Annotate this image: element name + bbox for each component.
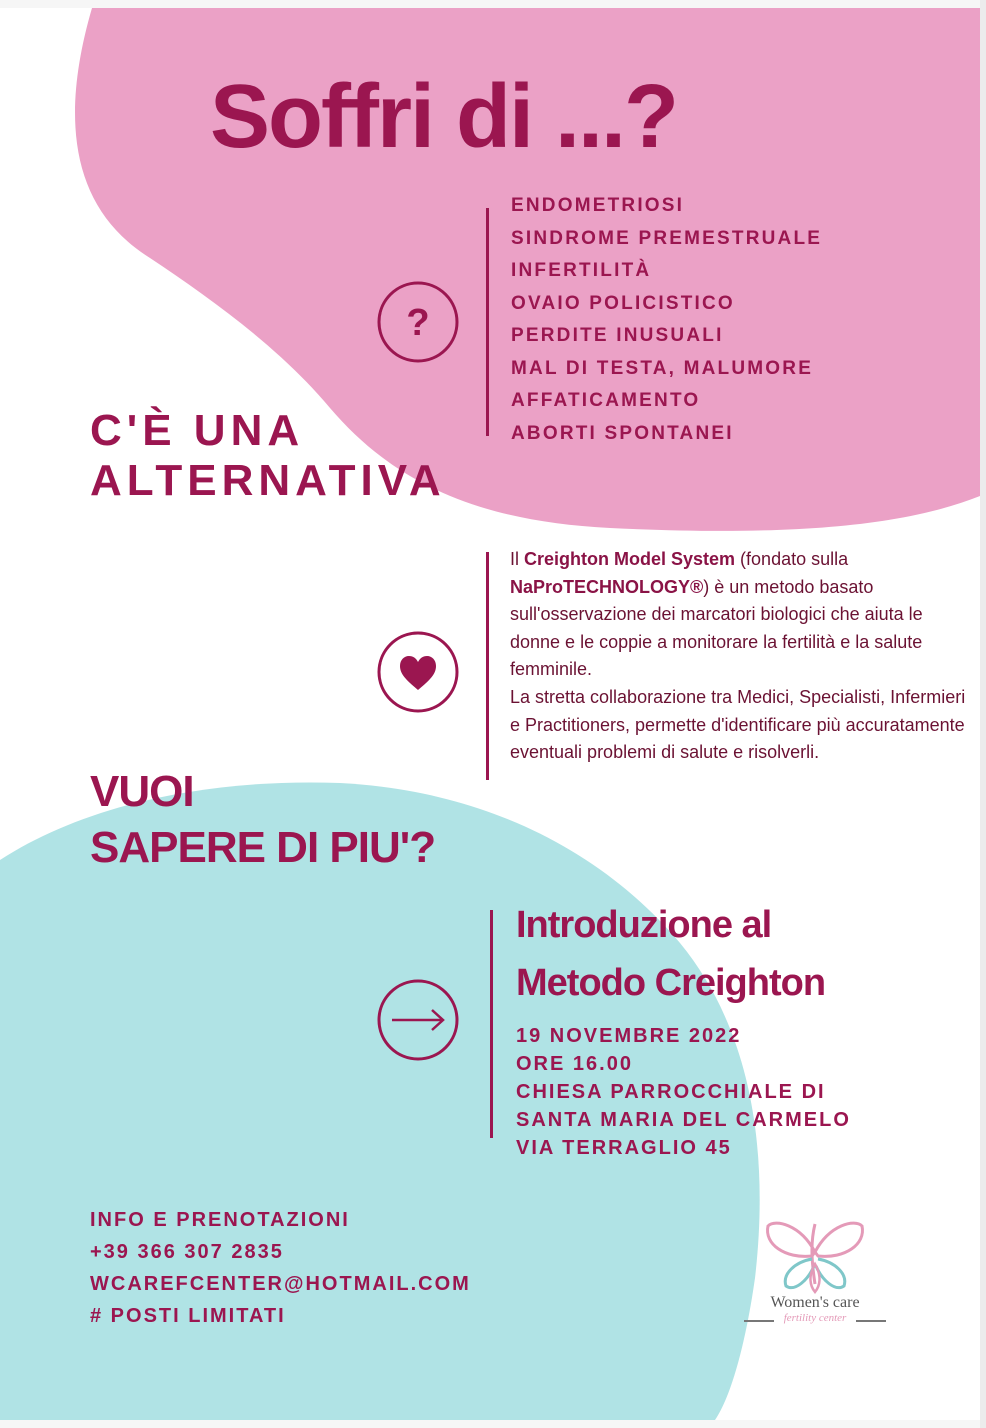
flyer-page: [0, 8, 980, 1420]
page-title: Soffri di ...?: [210, 67, 677, 167]
event-title-line1: Introduzione al: [516, 904, 772, 946]
limited-seats-note: # POSTI LIMITATI: [90, 1305, 286, 1327]
method-description: [510, 546, 970, 767]
symptom-item: SINDROME PREMESTRUALE: [511, 227, 823, 249]
symptoms-divider: [486, 208, 489, 436]
heart-circle-icon: [376, 630, 460, 714]
question-circle-icon: [376, 280, 460, 364]
symptom-item: INFERTILITÀ: [511, 260, 652, 281]
description-rest: ) è un metodo basato sull'osservazione dei marcatori biologici che aiuta le donne e le coppie a monitorare la fertilità e la salute femminile.: [510, 576, 923, 680]
event-date: 19 NOVEMBRE 2022: [516, 1025, 742, 1047]
contact-phone[interactable]: +39 366 307 2835: [90, 1241, 284, 1263]
contact-heading: INFO E PRENOTAZIONI: [90, 1209, 350, 1231]
learn-more-line1: VUOI: [90, 767, 194, 816]
symptom-item: PERDITE INUSUALI: [511, 325, 724, 346]
description-prefix: Il: [510, 549, 525, 569]
symptom-list: [511, 190, 822, 450]
event-time: ORE 16.00: [516, 1053, 633, 1075]
alternative-heading: [90, 406, 446, 506]
naprotechnology: NaProTECHNOLOGY®: [510, 576, 704, 597]
creighton-model-system: Creighton Model System: [524, 549, 736, 569]
description-divider: [486, 552, 489, 780]
event-title: [516, 896, 825, 1012]
event-divider: [490, 910, 493, 1138]
event-venue-line1: CHIESA PARROCCHIALE DI: [516, 1081, 826, 1103]
alternative-heading-line1: C'È UNA: [90, 406, 305, 455]
page-edge-shadow: [980, 0, 986, 1428]
arrow-right-circle-icon: [376, 978, 460, 1062]
symptom-item: ENDOMETRIOSI: [511, 195, 685, 216]
contact-email[interactable]: WCAREFCENTER@HOTMAIL.COM: [90, 1273, 471, 1295]
event-address: VIA TERRAGLIO 45: [516, 1137, 732, 1159]
symptom-item: AFFATICAMENTO: [511, 390, 701, 411]
description-mid: (fondato sulla: [735, 549, 849, 569]
alternative-heading-line2: ALTERNATIVA: [90, 456, 446, 505]
event-details: [516, 1022, 851, 1162]
contact-info: [90, 1204, 471, 1332]
question-mark: ?: [406, 302, 430, 344]
learn-more-heading: [90, 764, 435, 876]
event-venue-line2: SANTA MARIA DEL CARMELO: [516, 1109, 851, 1131]
description-paragraph-1: [510, 546, 970, 684]
event-title-line2: Metodo Creighton: [516, 962, 826, 1004]
symptom-item: ABORTI SPONTANEI: [511, 422, 734, 444]
symptom-item: MAL DI TESTA, MALUMORE: [511, 357, 814, 379]
logo-name: Women's care: [770, 1294, 860, 1311]
learn-more-line2: SAPERE DI PIU'?: [90, 823, 436, 872]
logo-tagline: fertility center: [783, 1312, 847, 1324]
description-paragraph-2: La stretta collaborazione tra Medici, Specialisti, Infermieri e Practitioners, permette d'identificare più accuratamente eventuali problemi di salute e risolverli.: [510, 686, 966, 763]
symptom-item: OVAIO POLICISTICO: [511, 292, 735, 314]
